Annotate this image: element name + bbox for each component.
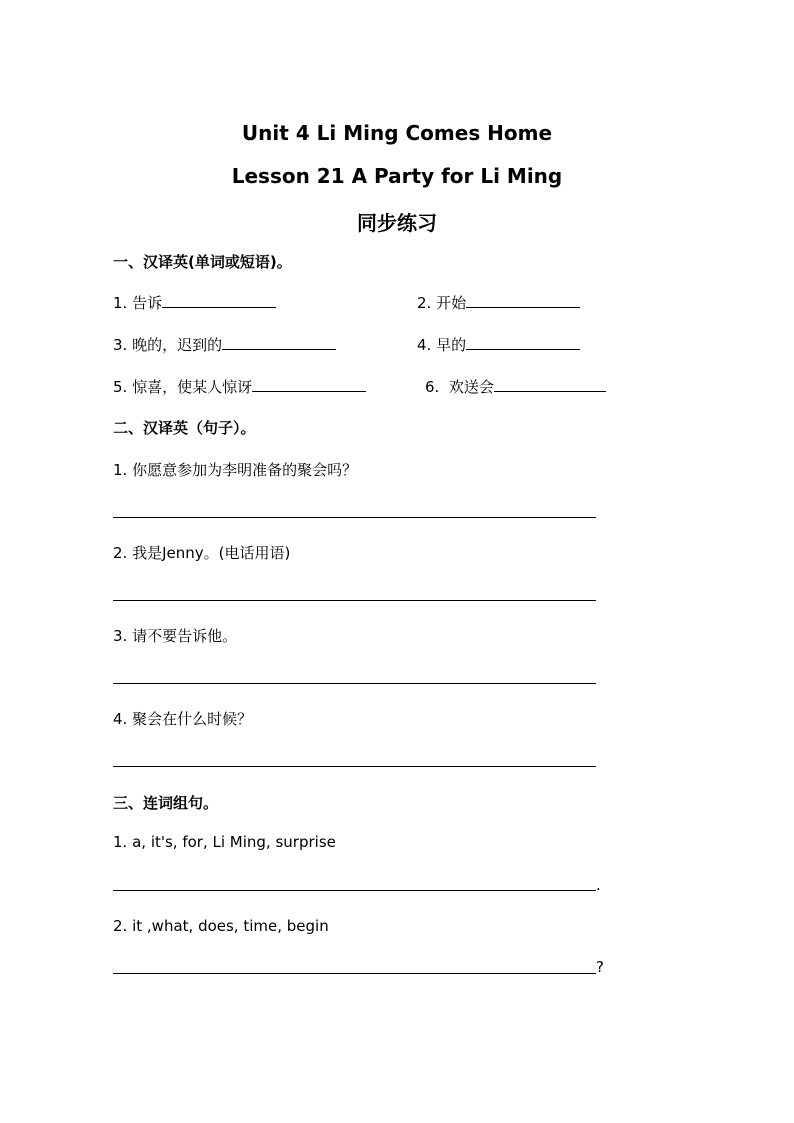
vocab-item-5: 5. 惊喜，使某人惊讶 xyxy=(113,376,366,397)
answer-line[interactable] xyxy=(113,683,596,684)
answer-line[interactable] xyxy=(113,600,596,601)
vocab-item-6: 6. 欢送会 xyxy=(425,376,606,397)
word-order-item-1: 1. a, it's, for, Li Ming, surprise xyxy=(113,833,336,851)
answer-blank[interactable] xyxy=(466,292,580,308)
answer-line[interactable] xyxy=(113,890,596,891)
answer-blank[interactable] xyxy=(252,376,366,392)
answer-blank[interactable] xyxy=(466,334,580,350)
sentence-item-2: 2. 我是Jenny。(电话用语) xyxy=(113,544,291,562)
section3-heading: 三、连词组句。 xyxy=(113,794,219,812)
vocab-item-3: 3. 晚的，迟到的 xyxy=(113,334,336,355)
end-punctuation: ? xyxy=(596,958,604,976)
vocab-item-2: 2. 开始 xyxy=(417,292,580,313)
lesson-title: Lesson 21 A Party for Li Ming xyxy=(231,164,563,188)
answer-line[interactable] xyxy=(113,766,596,767)
answer-line[interactable] xyxy=(113,973,596,974)
sentence-item-3: 3. 请不要告诉他。 xyxy=(113,627,238,645)
section1-heading: 一、汉译英(单词或短语)。 xyxy=(113,253,292,271)
answer-line[interactable] xyxy=(113,517,596,518)
section2-heading: 二、汉译英（句子）。 xyxy=(113,419,256,437)
answer-blank[interactable] xyxy=(222,334,336,350)
answer-blank[interactable] xyxy=(494,376,606,392)
sentence-item-4: 4. 聚会在什么时候？ xyxy=(113,710,253,728)
end-punctuation: . xyxy=(596,876,601,894)
word-order-item-2: 2. it ,what, does, time, begin xyxy=(113,917,329,935)
vocab-item-4: 4. 早的 xyxy=(417,334,580,355)
answer-blank[interactable] xyxy=(162,292,276,308)
worksheet-subtitle: 同步练习 xyxy=(357,211,437,235)
vocab-item-1: 1. 告诉 xyxy=(113,292,276,313)
sentence-item-1: 1. 你愿意参加为李明准备的聚会吗？ xyxy=(113,461,358,479)
unit-title: Unit 4 Li Ming Comes Home xyxy=(241,121,553,145)
